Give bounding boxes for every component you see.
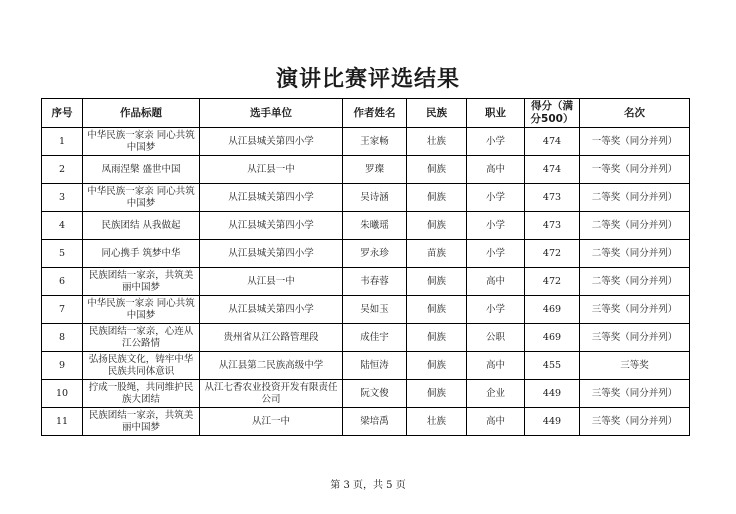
table-row bbox=[42, 324, 690, 352]
cell-occupation: 小学 bbox=[467, 212, 525, 240]
cell-author: 成佳宇 bbox=[343, 324, 407, 352]
cell-score: 449 bbox=[525, 380, 580, 408]
cell-title: 中华民族一家亲 同心共筑中国梦 bbox=[83, 296, 200, 324]
cell-rank: 二等奖（同分并列） bbox=[580, 268, 690, 296]
cell-rank: 三等奖（同分并列） bbox=[580, 408, 690, 436]
cell-title: 民族团结一家亲，共筑美丽中国梦 bbox=[83, 268, 200, 296]
header-author: 作者姓名 bbox=[343, 99, 407, 128]
cell-index: 5 bbox=[42, 240, 83, 268]
header-score: 得分（满分500） bbox=[525, 99, 580, 128]
cell-title: 中华民族一家亲 同心共筑中国梦 bbox=[83, 184, 200, 212]
cell-unit: 贵州省从江公路管理段 bbox=[200, 324, 343, 352]
cell-rank: 一等奖（同分并列） bbox=[580, 156, 690, 184]
cell-score: 473 bbox=[525, 184, 580, 212]
header-ethnicity: 民族 bbox=[407, 99, 467, 128]
cell-index: 7 bbox=[42, 296, 83, 324]
table-header-row bbox=[42, 99, 690, 128]
cell-unit: 从江七香农业投资开发有限责任公司 bbox=[200, 380, 343, 408]
cell-unit: 从江县城关第四小学 bbox=[200, 240, 343, 268]
cell-occupation: 高中 bbox=[467, 268, 525, 296]
cell-author: 吴诗涵 bbox=[343, 184, 407, 212]
table-row bbox=[42, 128, 690, 156]
cell-index: 6 bbox=[42, 268, 83, 296]
cell-ethnicity: 苗族 bbox=[407, 240, 467, 268]
cell-ethnicity: 侗族 bbox=[407, 212, 467, 240]
cell-unit: 从江县城关第四小学 bbox=[200, 128, 343, 156]
cell-ethnicity: 侗族 bbox=[407, 296, 467, 324]
cell-title: 民族团结 从我做起 bbox=[83, 212, 200, 240]
cell-index: 4 bbox=[42, 212, 83, 240]
cell-index: 11 bbox=[42, 408, 83, 436]
cell-occupation: 公职 bbox=[467, 324, 525, 352]
cell-unit: 从江县城关第四小学 bbox=[200, 184, 343, 212]
cell-index: 1 bbox=[42, 128, 83, 156]
table-row bbox=[42, 240, 690, 268]
cell-unit: 从江县第二民族高级中学 bbox=[200, 352, 343, 380]
cell-title: 民族团结一家亲，共筑美丽中国梦 bbox=[83, 408, 200, 436]
cell-score: 472 bbox=[525, 268, 580, 296]
cell-score: 455 bbox=[525, 352, 580, 380]
cell-author: 吴如玉 bbox=[343, 296, 407, 324]
cell-index: 10 bbox=[42, 380, 83, 408]
cell-score: 469 bbox=[525, 296, 580, 324]
cell-occupation: 高中 bbox=[467, 352, 525, 380]
cell-rank: 一等奖（同分并列） bbox=[580, 128, 690, 156]
cell-title: 拧成一股绳，共同维护民族大团结 bbox=[83, 380, 200, 408]
cell-author: 韦春蓉 bbox=[343, 268, 407, 296]
table-row bbox=[42, 212, 690, 240]
cell-occupation: 高中 bbox=[467, 156, 525, 184]
cell-ethnicity: 壮族 bbox=[407, 408, 467, 436]
cell-title: 民族团结一家亲，心连从江公路情 bbox=[83, 324, 200, 352]
cell-rank: 三等奖 bbox=[580, 352, 690, 380]
cell-index: 2 bbox=[42, 156, 83, 184]
table-row bbox=[42, 380, 690, 408]
cell-author: 陆恒涛 bbox=[343, 352, 407, 380]
cell-rank: 二等奖（同分并列） bbox=[580, 184, 690, 212]
cell-ethnicity: 侗族 bbox=[407, 380, 467, 408]
cell-score: 469 bbox=[525, 324, 580, 352]
cell-occupation: 小学 bbox=[467, 240, 525, 268]
table-row bbox=[42, 268, 690, 296]
cell-index: 9 bbox=[42, 352, 83, 380]
cell-rank: 二等奖（同分并列） bbox=[580, 240, 690, 268]
table-row bbox=[42, 156, 690, 184]
cell-author: 梁培禹 bbox=[343, 408, 407, 436]
table-row bbox=[42, 408, 690, 436]
header-rank: 名次 bbox=[580, 99, 690, 128]
cell-ethnicity: 侗族 bbox=[407, 268, 467, 296]
cell-ethnicity: 侗族 bbox=[407, 352, 467, 380]
cell-score: 449 bbox=[525, 408, 580, 436]
header-occupation: 职业 bbox=[467, 99, 525, 128]
cell-title: 中华民族一家亲 同心共筑中国梦 bbox=[83, 128, 200, 156]
cell-unit: 从江一中 bbox=[200, 408, 343, 436]
cell-occupation: 高中 bbox=[467, 408, 525, 436]
header-unit: 选手单位 bbox=[200, 99, 343, 128]
cell-title: 凤雨涅槃 盛世中国 bbox=[83, 156, 200, 184]
cell-author: 王家畅 bbox=[343, 128, 407, 156]
cell-unit: 从江县一中 bbox=[200, 268, 343, 296]
cell-score: 472 bbox=[525, 240, 580, 268]
cell-occupation: 小学 bbox=[467, 128, 525, 156]
cell-unit: 从江县城关第四小学 bbox=[200, 212, 343, 240]
cell-author: 罗永珍 bbox=[343, 240, 407, 268]
cell-ethnicity: 侗族 bbox=[407, 324, 467, 352]
cell-occupation: 企业 bbox=[467, 380, 525, 408]
cell-unit: 从江县城关第四小学 bbox=[200, 296, 343, 324]
header-title: 作品标题 bbox=[83, 99, 200, 128]
cell-unit: 从江县一中 bbox=[200, 156, 343, 184]
cell-author: 罗璨 bbox=[343, 156, 407, 184]
cell-score: 473 bbox=[525, 212, 580, 240]
table-row bbox=[42, 296, 690, 324]
header-index: 序号 bbox=[42, 99, 83, 128]
cell-author: 朱曦瑶 bbox=[343, 212, 407, 240]
cell-title: 弘扬民族文化，铸牢中华民族共同体意识 bbox=[83, 352, 200, 380]
cell-rank: 二等奖（同分并列） bbox=[580, 212, 690, 240]
cell-ethnicity: 侗族 bbox=[407, 184, 467, 212]
cell-score: 474 bbox=[525, 156, 580, 184]
cell-rank: 三等奖（同分并列） bbox=[580, 296, 690, 324]
cell-occupation: 小学 bbox=[467, 296, 525, 324]
cell-score: 474 bbox=[525, 128, 580, 156]
cell-author: 阮文俊 bbox=[343, 380, 407, 408]
table-row bbox=[42, 184, 690, 212]
table-row bbox=[42, 352, 690, 380]
cell-index: 3 bbox=[42, 184, 83, 212]
cell-title: 同心携手 筑梦中华 bbox=[83, 240, 200, 268]
cell-ethnicity: 侗族 bbox=[407, 156, 467, 184]
document-title: 演讲比赛评选结果 bbox=[275, 66, 460, 92]
results-table bbox=[41, 98, 690, 436]
cell-ethnicity: 壮族 bbox=[407, 128, 467, 156]
cell-rank: 三等奖（同分并列） bbox=[580, 380, 690, 408]
page-footer: 第 3 页，共 5 页 bbox=[330, 480, 406, 491]
cell-rank: 三等奖（同分并列） bbox=[580, 324, 690, 352]
cell-occupation: 小学 bbox=[467, 184, 525, 212]
cell-index: 8 bbox=[42, 324, 83, 352]
